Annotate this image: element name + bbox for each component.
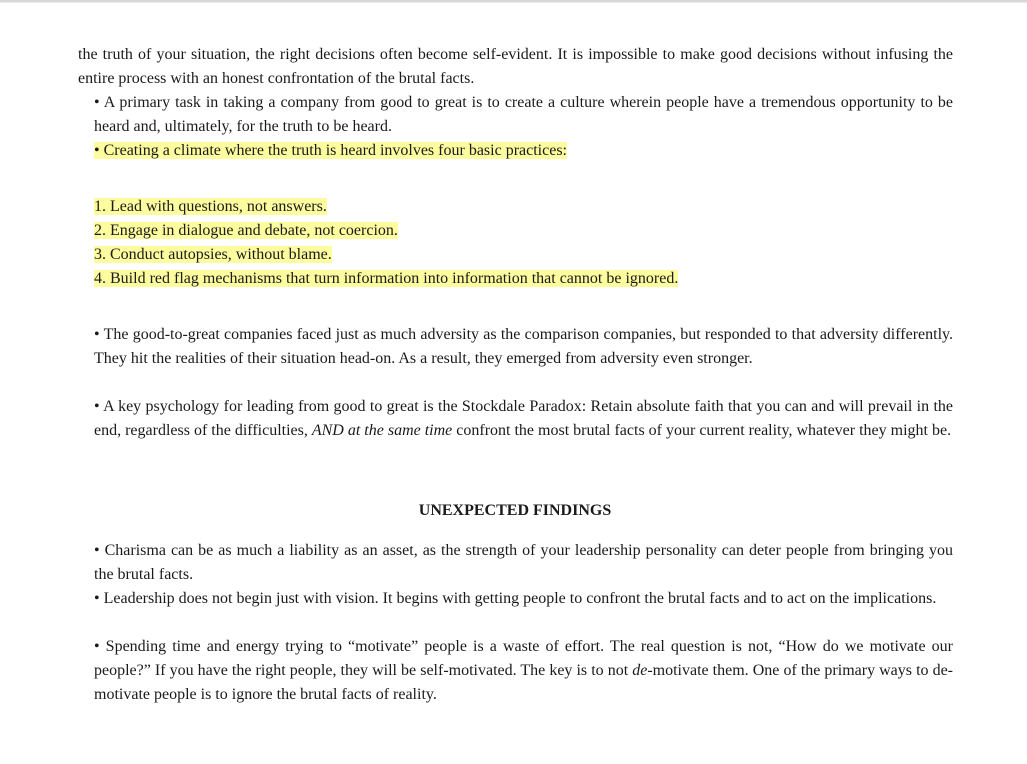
practice-item-3 (94, 243, 332, 267)
motivate-emphasis: de (632, 662, 648, 679)
highlight-practice-1: 1. Lead with questions, not answers. (94, 198, 327, 215)
highlight-four-practices: • Creating a climate where the truth is heard involves four basic practices: (94, 142, 567, 159)
practice-item-4 (94, 267, 678, 291)
practice-item-1 (94, 195, 327, 219)
bullet-leadership-paragraph: • Leadership does not begin just with vision. It begins with getting people to confront the brutal facts and to act on the implications. (94, 590, 937, 607)
stockdale-text-before: • A key psychology for leading from good to great is the Stockdale Paradox: Retain absolute faith that you can and will prevail in the end, regardless of the difficulties, (94, 398, 953, 439)
bullet-motivate-paragraph (94, 635, 953, 707)
bullet-charisma-paragraph: • Charisma can be as much a liability as an asset, as the strength of your leadership personality can deter people from bringing you the brutal facts. (94, 542, 953, 583)
practice-item-2 (94, 219, 398, 243)
motivate-text-after: -motivate them. One of the primary ways to de-motivate people is to ignore the brutal facts of reality. (94, 662, 953, 703)
highlight-practice-4: 4. Build red flag mechanisms that turn information into information that cannot be ignored. (94, 270, 679, 287)
bullet-four-practices (94, 139, 567, 163)
bullet-stockdale-paragraph (94, 395, 953, 443)
bullet-adversity-paragraph: • The good-to-great companies faced just as much adversity as the comparison companies, but responded to that adversity differently. They hit the realities of their situation head-on. As a result, they emerged from adversity even stronger. (94, 326, 953, 367)
highlight-practice-3: 3. Conduct autopsies, without blame. (94, 246, 332, 263)
intro-paragraph: the truth of your situation, the right decisions often become self-evident. It is impossible to make good decisions without infusing the entire process with an honest confrontation of the brutal facts. (78, 46, 953, 87)
section-heading: UNEXPECTED FINDINGS (418, 502, 612, 519)
bullet-culture-paragraph: • A primary task in taking a company from good to great is to create a culture wherein people have a tremendous opportunity to be heard and, ultimately, for the truth to be heard. (94, 94, 953, 135)
stockdale-text-after: confront the most brutal facts of your current reality, whatever they might be. (452, 422, 952, 439)
highlight-practice-2: 2. Engage in dialogue and debate, not coercion. (94, 222, 398, 239)
stockdale-emphasis: AND at the same time (311, 422, 453, 439)
motivate-text-before: • Spending time and energy trying to “motivate” people is a waste of effort. The real question is not, “How do we motivate our people?” If you have the right people, they will be self-motivated. The key is to not (94, 638, 953, 679)
